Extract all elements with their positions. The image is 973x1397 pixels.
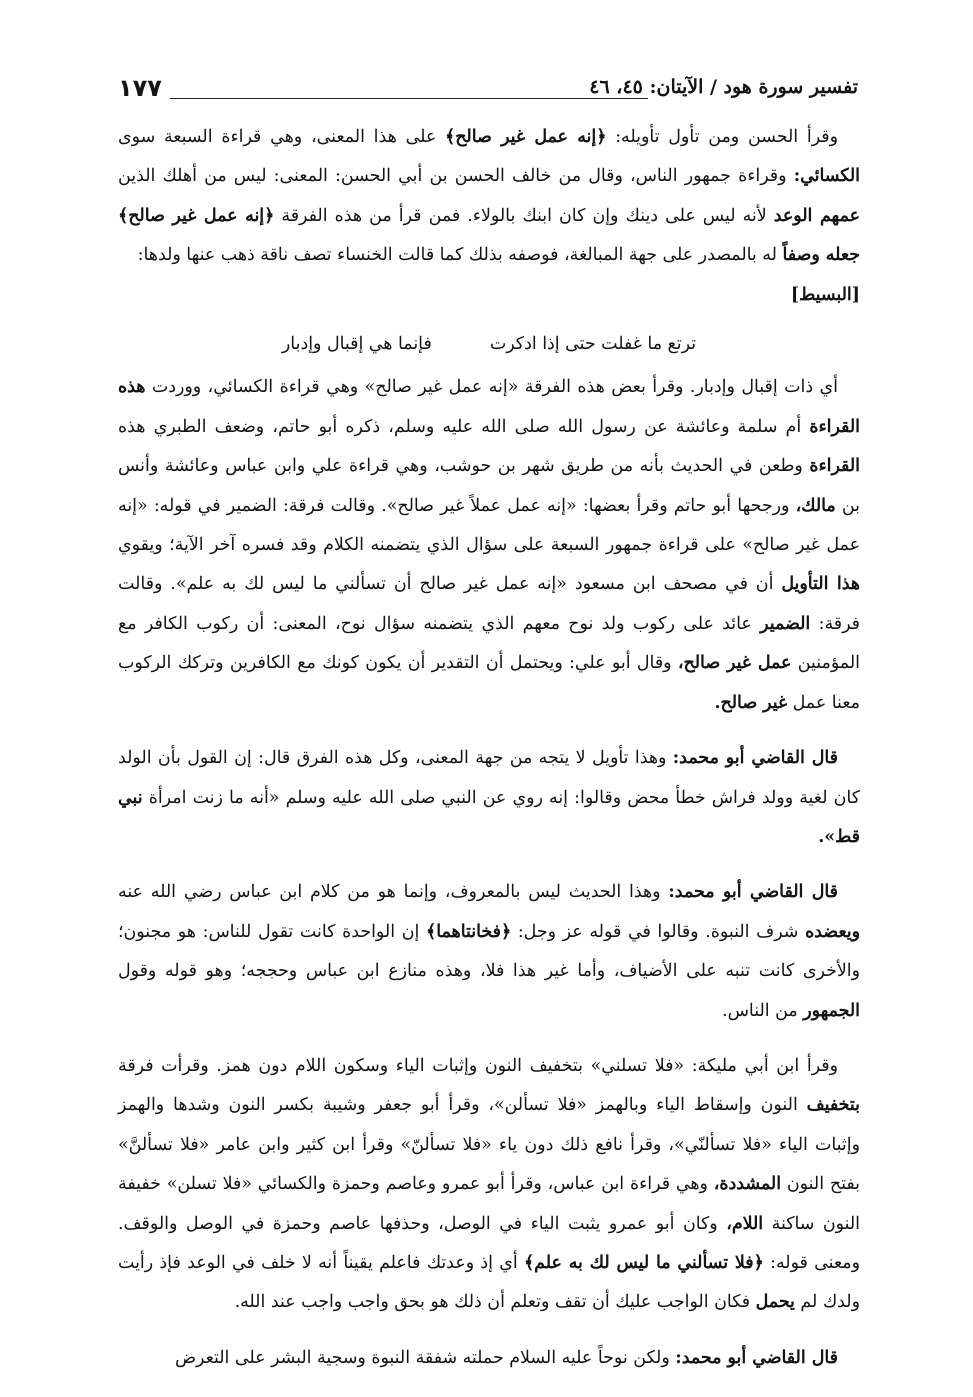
text-run: أي إذ وعدتك فاعلم يقيناً أنه لا خلف في الوعد فإذ رأيت ولدك لم — [118, 1252, 860, 1313]
bold-text: قال القاضي أبو محمد: — [675, 1347, 838, 1368]
text-run: أي ذات إقبال وإدبار. وقرأ بعض هذه الفرقة «إنه عمل غير صالح» وهي قراءة الكسائي، ووردت — [145, 377, 838, 398]
bold-text: عمل غير صالح، — [677, 653, 792, 674]
text-run: لأنه ليس على دينك وإن كان ابنك بالولاء. فمن قرأ من هذه الفرقة — [274, 205, 774, 226]
bold-text: عمهم الوعد — [773, 205, 861, 226]
bold-text: يحمل — [755, 1292, 795, 1313]
page-number: ١٧٧ — [118, 74, 162, 102]
text-run: وقراءة جمهور الناس، وقال من خالف الحسن بن أبي الحسن: المعنى: ليس من أهلك الذين — [118, 166, 794, 187]
text-run: شرف النبوة. وقالوا في قوله عز وجل: — [511, 921, 806, 942]
bold-text: ويعضده — [805, 921, 861, 942]
text-run: وهذا تأويل لا يتجه من جهة المعنى، وكل هذه الفرق قال: إن القول بأن الولد كان لغية وولد فراش خطأ محض وقالوا: إنه روي عن النبي صلى الله عليه وسلم «أنه ما زنت امرأة — [118, 748, 860, 808]
text-run: النون وإسقاط الياء وبالهمز «فلا تسألن»، وقرأ أبو جعفر وشيبة بكسر النون وشدها والهمز وإثبات الياء «فلا تسألنّي»، وقرأ نافع ذلك دون ياء «فلا تسألنّ» وقرأ ابن كثير وابن عامر «فلا تسألنَّ» بفتح النون — [118, 1095, 860, 1195]
text-run: وهذا الحديث ليس بالمعروف، وإنما هو من كلام ابن عباس رضي الله عنه — [118, 882, 669, 903]
bold-text: المشددة، — [713, 1174, 782, 1195]
bold-text: ﴿فخانتاهما﴾ — [426, 921, 512, 942]
body-section-a — [118, 118, 860, 276]
bold-text: اللام، — [726, 1213, 764, 1234]
text-run: عائد على ركوب ولد نوح معهم الذي يتضمنه سؤال نوح، المعنى: أن ركوب الكافر مع المؤمنين — [118, 613, 860, 674]
text-run: ولكن نوحاً عليه السلام حملته شفقة النبوة وسجية البشر على التعرض — [174, 1347, 676, 1368]
text-run: وهي قراءة ابن عباس، وقرأ أبو عمرو وعاصم وحمزة والكسائي «فلا تسلن» خفيفة النون ساكنة — [118, 1174, 860, 1234]
bold-text: ﴿إنه عمل غير صالح﴾ — [118, 205, 275, 226]
text-run: ورجحها أبو حاتم وقرأ بعضها: «إنه عمل عملاً غير صالح». وقالت فرقة: الضمير في قوله: «إنه عمل غير صالح» على قراءة جمهور السبعة على سؤال الذي يتضمنه الكلام وقد فسره آخر الآية؛ ويقوي — [118, 495, 860, 556]
text-run: أم سلمة وعائشة عن رسول الله صلى الله عليه وسلم، ذكره أبو حاتم، وضعف الطبري هذه — [118, 416, 810, 437]
body-section-b — [118, 368, 860, 1378]
bold-text: قال القاضي أبو محمد: — [668, 882, 838, 903]
bold-text: ﴿فلا تسألني ما ليس لك به علم﴾ — [523, 1252, 764, 1273]
page-body — [118, 118, 860, 1378]
paragraph-p5 — [118, 1047, 860, 1323]
text-run: وقرأ الحسن ومن تأول تأويله: — [606, 127, 838, 147]
page-header — [118, 74, 858, 108]
running-title: تفسير سورة هود / الآيتان: ٤٥، ٤٦ — [589, 76, 858, 98]
text-run: فكان الواجب عليك أن تقف وتعلم أن ذلك هو بحق واجب واجب عند الله. — [234, 1292, 756, 1313]
bold-text: مالك، — [795, 495, 836, 516]
bold-text: قال القاضي أبو محمد: — [672, 748, 838, 769]
header-rule — [170, 98, 648, 99]
bold-text: هذه القراءة — [118, 377, 860, 437]
bold-text: الكسائي: — [793, 166, 860, 187]
bold-text: جعله وصفاً — [782, 245, 860, 266]
text-run: وكان أبو عمرو يثبت الياء في الوصل، وحذفها عاصم وحمزة في الوصل والوقف. ومعنى قوله: — [118, 1213, 860, 1273]
poem-meter: [البسيط] — [790, 284, 860, 305]
paragraph-p2 — [118, 368, 860, 723]
bold-text: نبي قط». — [118, 787, 860, 847]
paragraph-p1 — [118, 118, 860, 276]
text-run: على هذا المعنى، وهي قراءة السبعة سوى — [118, 127, 445, 147]
bold-text: بتخفيف — [806, 1095, 860, 1116]
bold-text: غير صالح. — [714, 692, 788, 713]
text-run: أن في مصحف ابن مسعود «إنه عمل غير صالح أن تسألني ما ليس لك به علم». وقالت فرقة: — [118, 574, 860, 634]
paragraph-p4 — [118, 873, 860, 1031]
bold-text: الضمير — [760, 613, 811, 634]
paragraph-p6 — [118, 1339, 860, 1378]
text-run: وطعن في الحديث بأنه من طريق شهر بن حوشب، وهي قراءة علي وابن عباس وعائشة وأنس بن — [118, 456, 861, 516]
poem-verse — [118, 325, 860, 364]
poem-hemistich-1: ترتع ما غفلت حتى إذا ادكرت — [489, 334, 697, 355]
bold-text: ﴿إنه عمل غير صالح﴾ — [445, 127, 607, 147]
paragraph-p3 — [118, 739, 860, 857]
text-run: من الناس. — [722, 1000, 804, 1021]
bold-text: القراءة — [809, 456, 860, 477]
text-run: وقال أبو علي: ويحتمل أن التقدير أن يكون كونك مع الكافرين وتركك الركوب معنا عمل — [118, 653, 860, 713]
text-run: إن الواحدة كانت تقول للناس: هو مجنون؛ والأخرى كانت تنبه على الأضياف، وأما غير هذا فلا، وهذه منازع ابن عباس وحججه؛ وهو قوله وقول — [118, 921, 860, 982]
text-run: له بالمصدر على جهة المبالغة، فوصفه بذلك كما قالت الخنساء تصف ناقة ذهب عنها ولدها: — [137, 245, 783, 266]
poem-hemistich-2: فإنما هي إقبال وإدبار — [281, 334, 432, 355]
bold-text: هذا التأويل — [781, 574, 860, 595]
text-run: وقرأ ابن أبي مليكة: «فلا تسلني» بتخفيف النون وإثبات الياء وسكون اللام دون همز. وقرأت فرقة — [118, 1055, 838, 1076]
bold-text: الجمهور — [803, 1000, 860, 1021]
